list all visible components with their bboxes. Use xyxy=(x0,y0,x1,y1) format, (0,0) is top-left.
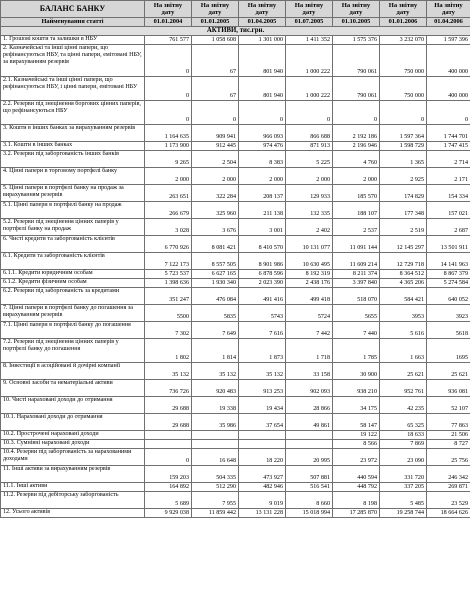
value-cell: 58 147 xyxy=(333,414,380,431)
row-label: 11.1. Інші активи xyxy=(1,483,145,492)
table-row xyxy=(1,151,470,168)
table-row xyxy=(1,142,470,151)
value-cell: 33 158 xyxy=(286,363,333,380)
value-cell: 77 863 xyxy=(427,414,470,431)
value-cell: 790 061 xyxy=(333,77,380,101)
row-label: 7. Цінні папери в портфелі банку до погашення за вирахуванням резервів xyxy=(1,305,145,322)
value-cell: 42 235 xyxy=(380,397,427,414)
row-label: 10.3. Сумнівні нараховані доходи xyxy=(1,440,145,449)
value-cell: 2 171 xyxy=(427,168,470,185)
table-row xyxy=(1,466,470,483)
table-row xyxy=(1,414,470,431)
value-cell: 1 575 376 xyxy=(333,36,380,45)
row-label: 12. Усього активів xyxy=(1,509,145,518)
row-label: 5.1. Цінні папери в портфелі банку на продаж xyxy=(1,202,145,219)
value-cell: 2 438 176 xyxy=(286,279,333,288)
table-row xyxy=(1,288,470,305)
value-cell: 20 995 xyxy=(286,449,333,466)
value-cell: 6 627 165 xyxy=(192,270,239,279)
date-column-header: 01.01.2006 xyxy=(380,18,427,27)
value-cell: 6 770 926 xyxy=(145,236,192,253)
value-cell: 476 084 xyxy=(192,288,239,305)
value-cell: 52 107 xyxy=(427,397,470,414)
row-label: 6.1. Кредити та заборгованість клієнтів xyxy=(1,253,145,270)
value-cell: 16 648 xyxy=(192,449,239,466)
value-cell: 3 232 070 xyxy=(380,36,427,45)
row-label: 6.2. Резерви під заборгованість за кредитами xyxy=(1,288,145,305)
value-cell: 0 xyxy=(145,101,192,125)
value-cell: 1 173 900 xyxy=(145,142,192,151)
value-cell: 30 900 xyxy=(333,363,380,380)
value-cell: 2 519 xyxy=(380,219,427,236)
value-cell: 21 506 xyxy=(427,431,470,440)
value-cell: 1 365 xyxy=(380,151,427,168)
value-cell: 5 485 xyxy=(380,492,427,509)
value-cell: 5835 xyxy=(192,305,239,322)
value-cell: 1 301 000 xyxy=(239,36,286,45)
value-cell: 2 000 xyxy=(192,168,239,185)
table-row xyxy=(1,483,470,492)
value-cell: 67 xyxy=(192,77,239,101)
row-label: 2. Казначейські та інші цінні папери, що рефінансуються НБУ, та цінні папери, емітовані НБУ, за вирахуванням резервів xyxy=(1,45,145,77)
value-cell: 10 131 077 xyxy=(286,236,333,253)
value-cell: 1 802 xyxy=(145,339,192,363)
value-cell: 1 598 729 xyxy=(380,142,427,151)
value-cell xyxy=(286,440,333,449)
value-cell: 518 070 xyxy=(333,288,380,305)
value-cell: 25 621 xyxy=(380,363,427,380)
value-cell: 5 723 537 xyxy=(145,270,192,279)
date-column-header: 01.10.2005 xyxy=(333,18,380,27)
value-cell: 504 335 xyxy=(192,466,239,483)
value-cell: 491 416 xyxy=(239,288,286,305)
value-cell: 5 689 xyxy=(145,492,192,509)
value-cell: 1 411 352 xyxy=(286,36,333,45)
value-cell: 25 756 xyxy=(427,449,470,466)
value-cell: 482 946 xyxy=(239,483,286,492)
value-cell: 11 859 442 xyxy=(192,509,239,518)
value-cell: 4 760 xyxy=(333,151,380,168)
value-cell: 1 785 xyxy=(333,339,380,363)
value-cell: 7 302 xyxy=(145,322,192,339)
value-cell: 1 000 222 xyxy=(286,45,333,77)
section-title: АКТИВИ, тис.грн. xyxy=(1,27,470,36)
value-cell: 3 001 xyxy=(239,219,286,236)
value-cell: 208 137 xyxy=(239,185,286,202)
value-cell xyxy=(145,431,192,440)
value-cell: 28 866 xyxy=(286,397,333,414)
table-row xyxy=(1,380,470,397)
value-cell: 0 xyxy=(145,449,192,466)
date-column-header: 01.04.2006 xyxy=(427,18,470,27)
value-cell: 7 616 xyxy=(239,322,286,339)
value-cell: 1695 xyxy=(427,339,470,363)
value-cell: 2 000 xyxy=(239,168,286,185)
value-cell: 902 093 xyxy=(286,380,333,397)
value-cell: 2 000 xyxy=(145,168,192,185)
value-cell: 0 xyxy=(333,101,380,125)
value-cell: 750 000 xyxy=(380,77,427,101)
date-column-header: 01.04.2005 xyxy=(239,18,286,27)
value-cell: 337 205 xyxy=(380,483,427,492)
value-cell: 866 688 xyxy=(286,125,333,142)
value-cell: 938 210 xyxy=(333,380,380,397)
value-cell: 0 xyxy=(286,101,333,125)
value-cell: 8 364 512 xyxy=(380,270,427,279)
value-cell: 1 058 608 xyxy=(192,36,239,45)
table-row xyxy=(1,168,470,185)
value-cell: 473 927 xyxy=(239,466,286,483)
table-title: БАЛАНС БАНКУ xyxy=(1,1,145,18)
value-cell: 322 284 xyxy=(192,185,239,202)
value-cell: 11 091 144 xyxy=(333,236,380,253)
value-cell: 4 365 206 xyxy=(380,279,427,288)
value-cell: 29 688 xyxy=(145,397,192,414)
period-label-header: На звітну дату xyxy=(380,1,427,18)
value-cell: 1 718 xyxy=(286,339,333,363)
value-cell: 5 225 xyxy=(286,151,333,168)
value-cell: 516 541 xyxy=(286,483,333,492)
value-cell: 640 052 xyxy=(427,288,470,305)
value-cell: 29 688 xyxy=(145,414,192,431)
value-cell: 7 440 xyxy=(333,322,380,339)
value-cell: 34 175 xyxy=(333,397,380,414)
value-cell: 67 xyxy=(192,45,239,77)
value-cell: 736 726 xyxy=(145,380,192,397)
value-cell: 8 410 570 xyxy=(239,236,286,253)
value-cell: 13 131 228 xyxy=(239,509,286,518)
value-cell: 7 869 xyxy=(380,440,427,449)
value-cell: 2 000 xyxy=(286,168,333,185)
value-cell: 18 664 626 xyxy=(427,509,470,518)
row-label: 6. Чисті кредити та заборгованість клієнтів xyxy=(1,236,145,253)
value-cell: 263 651 xyxy=(145,185,192,202)
row-label: 10.2. Прострочені нараховані доходи xyxy=(1,431,145,440)
table-row xyxy=(1,449,470,466)
value-cell: 400 000 xyxy=(427,45,470,77)
value-cell: 8 198 xyxy=(333,492,380,509)
date-column-header: 01.07.2005 xyxy=(286,18,333,27)
table-row xyxy=(1,77,470,101)
value-cell: 1 597 396 xyxy=(427,36,470,45)
value-cell: 7 955 xyxy=(192,492,239,509)
value-cell: 5 616 xyxy=(380,322,427,339)
value-cell: 25 621 xyxy=(427,363,470,380)
value-cell: 913 253 xyxy=(239,380,286,397)
value-cell: 19 338 xyxy=(192,397,239,414)
value-cell: 801 940 xyxy=(239,45,286,77)
value-cell: 790 061 xyxy=(333,45,380,77)
value-cell: 23 090 xyxy=(380,449,427,466)
value-cell: 37 654 xyxy=(239,414,286,431)
value-cell: 9 019 xyxy=(239,492,286,509)
value-cell: 0 xyxy=(192,101,239,125)
value-cell: 801 940 xyxy=(239,77,286,101)
value-cell: 18 633 xyxy=(380,431,427,440)
value-cell: 974 476 xyxy=(239,142,286,151)
value-cell: 246 342 xyxy=(427,466,470,483)
value-cell: 8 566 xyxy=(333,440,380,449)
value-cell: 19 258 744 xyxy=(380,509,427,518)
value-cell: 35 986 xyxy=(192,414,239,431)
value-cell: 8 660 xyxy=(286,492,333,509)
period-label-header: На звітну дату xyxy=(427,1,470,18)
value-cell xyxy=(286,431,333,440)
value-cell: 8 081 421 xyxy=(192,236,239,253)
value-cell: 0 xyxy=(145,45,192,77)
value-cell: 7 442 xyxy=(286,322,333,339)
value-cell: 2 714 xyxy=(427,151,470,168)
value-cell: 15 018 994 xyxy=(286,509,333,518)
value-cell: 499 418 xyxy=(286,288,333,305)
value-cell: 909 941 xyxy=(192,125,239,142)
value-cell: 154 334 xyxy=(427,185,470,202)
value-cell: 1 597 364 xyxy=(380,125,427,142)
value-cell: 3953 xyxy=(380,305,427,322)
value-cell: 185 570 xyxy=(333,185,380,202)
value-cell: 19 434 xyxy=(239,397,286,414)
name-column-header: Найменування статті xyxy=(1,18,145,27)
value-cell: 17 285 870 xyxy=(333,509,380,518)
row-label: 4. Цінні папери в торговому портфелі банку xyxy=(1,168,145,185)
row-label: 5. Цінні папери в портфелі банку на продаж за вирахуванням резервів xyxy=(1,185,145,202)
row-label: 11.2. Резерви під дебіторську заборгованість xyxy=(1,492,145,509)
value-cell: 325 960 xyxy=(192,202,239,219)
table-row xyxy=(1,397,470,414)
value-cell: 507 881 xyxy=(286,466,333,483)
value-cell: 10 630 495 xyxy=(286,253,333,270)
date-column-header: 01.01.2005 xyxy=(192,18,239,27)
table-row xyxy=(1,339,470,363)
value-cell: 1 398 636 xyxy=(145,279,192,288)
value-cell: 8 901 986 xyxy=(239,253,286,270)
value-cell: 584 421 xyxy=(380,288,427,305)
value-cell: 23 529 xyxy=(427,492,470,509)
value-cell: 1 873 xyxy=(239,339,286,363)
value-cell: 0 xyxy=(427,101,470,125)
value-cell: 3923 xyxy=(427,305,470,322)
value-cell: 1 747 415 xyxy=(427,142,470,151)
row-label: 7.2. Резерви під знецінення цінних паперів у портфелі банку до погашення xyxy=(1,339,145,363)
value-cell: 157 021 xyxy=(427,202,470,219)
value-cell: 188 107 xyxy=(333,202,380,219)
value-cell: 2 687 xyxy=(427,219,470,236)
table-header xyxy=(1,1,470,27)
row-label: 3. Кошти в інших банках за вирахуванням резервів xyxy=(1,125,145,142)
value-cell: 1 164 635 xyxy=(145,125,192,142)
table-row xyxy=(1,101,470,125)
table-row xyxy=(1,305,470,322)
value-cell: 2 402 xyxy=(286,219,333,236)
table-row xyxy=(1,322,470,339)
value-cell: 19 122 xyxy=(333,431,380,440)
value-cell: 0 xyxy=(380,101,427,125)
row-label: 7.1. Цінні папери в портфелі банку до погашення xyxy=(1,322,145,339)
value-cell: 2 537 xyxy=(333,219,380,236)
value-cell: 0 xyxy=(145,77,192,101)
value-cell: 5743 xyxy=(239,305,286,322)
value-cell: 966 093 xyxy=(239,125,286,142)
table-row xyxy=(1,36,470,45)
row-label: 11. Інші активи за вирахуванням резервів xyxy=(1,466,145,483)
table-row xyxy=(1,125,470,142)
value-cell: 35 132 xyxy=(192,363,239,380)
row-label: 2.1. Казначейські та інші цінні папери, що рефінансуються НБУ, і цінні папери, емітовані НБУ xyxy=(1,77,145,101)
row-label: 10. Чисті нараховані доходи до отримання xyxy=(1,397,145,414)
value-cell: 14 141 963 xyxy=(427,253,470,270)
value-cell: 7 122 173 xyxy=(145,253,192,270)
table-row xyxy=(1,202,470,219)
value-cell: 5655 xyxy=(333,305,380,322)
value-cell: 8 383 xyxy=(239,151,286,168)
period-label-header: На звітну дату xyxy=(145,1,192,18)
value-cell: 8 727 xyxy=(427,440,470,449)
value-cell: 1 814 xyxy=(192,339,239,363)
table-row xyxy=(1,279,470,288)
value-cell: 0 xyxy=(239,101,286,125)
value-cell: 35 132 xyxy=(239,363,286,380)
table-row xyxy=(1,431,470,440)
value-cell: 331 720 xyxy=(380,466,427,483)
table-row xyxy=(1,440,470,449)
value-cell: 936 081 xyxy=(427,380,470,397)
value-cell: 351 247 xyxy=(145,288,192,305)
value-cell xyxy=(192,431,239,440)
value-cell: 8 557 505 xyxy=(192,253,239,270)
row-label: 8. Інвестиції в асоційовані й дочірні компанії xyxy=(1,363,145,380)
value-cell: 8 867 379 xyxy=(427,270,470,279)
value-cell: 5 274 584 xyxy=(427,279,470,288)
value-cell: 23 972 xyxy=(333,449,380,466)
value-cell: 177 348 xyxy=(380,202,427,219)
value-cell: 3 028 xyxy=(145,219,192,236)
period-label-header: На звітну дату xyxy=(192,1,239,18)
row-label: 9. Основні засоби та нематеріальні активи xyxy=(1,380,145,397)
value-cell: 2 925 xyxy=(380,168,427,185)
value-cell: 269 871 xyxy=(427,483,470,492)
row-label: 2.2. Резерви під знецінення боргових цінних паперів, що рефінансуються НБУ xyxy=(1,101,145,125)
table-row xyxy=(1,492,470,509)
value-cell: 266 679 xyxy=(145,202,192,219)
value-cell: 49 861 xyxy=(286,414,333,431)
value-cell: 400 000 xyxy=(427,77,470,101)
value-cell: 7 649 xyxy=(192,322,239,339)
value-cell: 2 023 390 xyxy=(239,279,286,288)
value-cell: 211 138 xyxy=(239,202,286,219)
value-cell xyxy=(239,431,286,440)
table-row xyxy=(1,185,470,202)
period-label-header: На звітну дату xyxy=(333,1,380,18)
period-label-header: На звітну дату xyxy=(286,1,333,18)
value-cell: 65 325 xyxy=(380,414,427,431)
value-cell: 129 933 xyxy=(286,185,333,202)
date-column-header: 01.01.2004 xyxy=(145,18,192,27)
value-cell: 1 663 xyxy=(380,339,427,363)
value-cell: 1 930 340 xyxy=(192,279,239,288)
table-row xyxy=(1,253,470,270)
value-cell: 2 504 xyxy=(192,151,239,168)
value-cell: 750 000 xyxy=(380,45,427,77)
table-row xyxy=(1,509,470,518)
value-cell: 159 203 xyxy=(145,466,192,483)
value-cell: 3 397 840 xyxy=(333,279,380,288)
row-label: 3.1. Кошти в інших банках xyxy=(1,142,145,151)
value-cell: 132 335 xyxy=(286,202,333,219)
value-cell: 2 196 946 xyxy=(333,142,380,151)
value-cell: 174 829 xyxy=(380,185,427,202)
value-cell: 13 501 911 xyxy=(427,236,470,253)
table-row xyxy=(1,363,470,380)
value-cell: 448 792 xyxy=(333,483,380,492)
value-cell: 6 878 596 xyxy=(239,270,286,279)
value-cell: 3 676 xyxy=(192,219,239,236)
table-row xyxy=(1,236,470,253)
row-label: 10.4. Резерви під заборгованість за нарахованими доходами xyxy=(1,449,145,466)
value-cell: 512 290 xyxy=(192,483,239,492)
value-cell xyxy=(145,440,192,449)
row-label: 6.1.2. Кредити фізичним особам xyxy=(1,279,145,288)
table-row xyxy=(1,219,470,236)
value-cell: 11 609 214 xyxy=(333,253,380,270)
value-cell xyxy=(192,440,239,449)
value-cell: 5724 xyxy=(286,305,333,322)
value-cell: 12 145 297 xyxy=(380,236,427,253)
row-label: 5.2. Резерви під знецінення цінних паперів у портфелі банку на продаж xyxy=(1,219,145,236)
value-cell: 5500 xyxy=(145,305,192,322)
period-label-header: На звітну дату xyxy=(239,1,286,18)
value-cell: 1 000 222 xyxy=(286,77,333,101)
value-cell: 952 761 xyxy=(380,380,427,397)
value-cell: 9 929 038 xyxy=(145,509,192,518)
value-cell: 920 483 xyxy=(192,380,239,397)
value-cell: 871 913 xyxy=(286,142,333,151)
value-cell: 5618 xyxy=(427,322,470,339)
row-label: 3.2. Резерви під заборгованість інших банків xyxy=(1,151,145,168)
value-cell: 2 000 xyxy=(333,168,380,185)
value-cell: 2 192 186 xyxy=(333,125,380,142)
value-cell: 440 594 xyxy=(333,466,380,483)
value-cell: 18 220 xyxy=(239,449,286,466)
value-cell: 912 445 xyxy=(192,142,239,151)
row-label: 10.1. Нараховані доходи до отримання xyxy=(1,414,145,431)
table-body xyxy=(1,27,470,518)
row-label: 6.1.1. Кредити юридичним особам xyxy=(1,270,145,279)
value-cell: 164 892 xyxy=(145,483,192,492)
section-row xyxy=(1,27,470,36)
value-cell: 8 192 319 xyxy=(286,270,333,279)
value-cell: 8 211 374 xyxy=(333,270,380,279)
table-row xyxy=(1,270,470,279)
row-label: 1. Грошові кошти та залишки в НБУ xyxy=(1,36,145,45)
value-cell: 12 729 718 xyxy=(380,253,427,270)
value-cell: 761 577 xyxy=(145,36,192,45)
value-cell: 35 132 xyxy=(145,363,192,380)
table-row xyxy=(1,45,470,77)
value-cell: 1 744 701 xyxy=(427,125,470,142)
value-cell: 9 265 xyxy=(145,151,192,168)
value-cell xyxy=(239,440,286,449)
